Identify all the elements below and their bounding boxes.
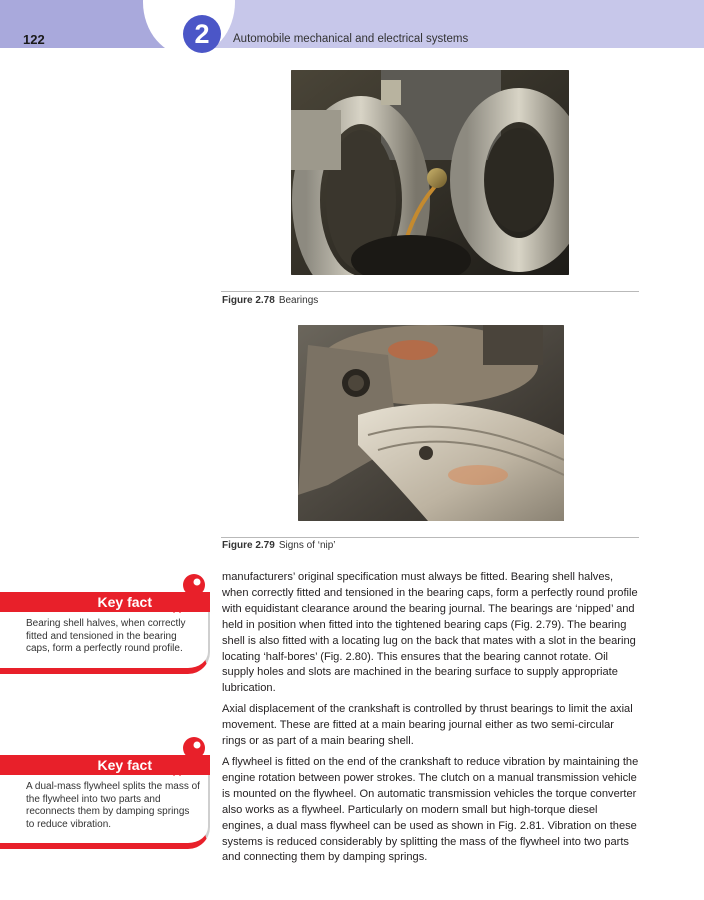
body-paragraph: Axial displacement of the crankshaft is controlled by thrust bearings to limit the axial movement. These are fitted at a main bearing journal either as two semi-circular rings or as part of a main bearing shell.: [222, 703, 633, 748]
caption-rule: [221, 537, 639, 538]
body-paragraph: A flywheel is fitted on the end of the crankshaft to reduce vibration by maintaining the engine rotation between power strokes. The clutch on a manual transmission vehicle is mounted on the flywheel. On automatic transmission vehicles the torque converter also works as a flywheel. Particularly on modern small but high-torque diesel engines, a dual mass flywheel can be used as shown in Fig. 2.81. Vibration on these systems is reduced considerably by splitting the mass of the flywheel into two parts and connecting them by damping springs.: [222, 755, 639, 864]
figure-caption-text: Bearings: [278, 295, 319, 306]
figure-2-78-photo: [291, 70, 569, 275]
body-paragraph: manufacturers’ original specification must always be fitted. Bearing shell halves, when correctly fitted and tensioned in the bearing caps, form a perfectly round profile with equidistant clearance around the bearing journal. The bearings are ‘nipped’ and held in position when fitted into the tightened bearing caps (Fig. 2.79). The bearing shell is also fitted with a locating lug on the back that mates with a slot in the bearing locating ‘half-bores’ (Fig. 2.80). This ensures that the bearing cannot rotate. Oil supply holes and slots are machined in the bearing surface to supply appropriate lubrication.: [222, 571, 638, 695]
figure-caption: [222, 295, 318, 306]
chapter-badge: 2: [183, 15, 221, 53]
running-title: Automobile mechanical and electrical systems: [233, 33, 469, 45]
key-icon: [164, 571, 208, 615]
body-text: [222, 570, 640, 871]
figure-label: Figure 2.78: [222, 295, 275, 306]
figure-label: Figure 2.79: [222, 540, 275, 551]
figure-caption: [222, 540, 336, 551]
key-fact-title: Key fact: [97, 594, 152, 610]
page-number: 122: [23, 32, 45, 47]
key-icon: [164, 734, 208, 778]
key-fact-body: A dual-mass flywheel splits the mass of the flywheel into two parts and reconnects them by damping springs to reduce vibration.: [0, 775, 210, 849]
key-fact-body: Bearing shell halves, when correctly fitted and tensioned in the bearing caps, form a perfectly round profile.: [0, 612, 210, 674]
figure-caption-text: Signs of ‘nip’: [278, 540, 336, 551]
caption-rule: [221, 291, 639, 292]
figure-2-79-photo: [298, 325, 564, 521]
key-fact-title: Key fact: [97, 757, 152, 773]
